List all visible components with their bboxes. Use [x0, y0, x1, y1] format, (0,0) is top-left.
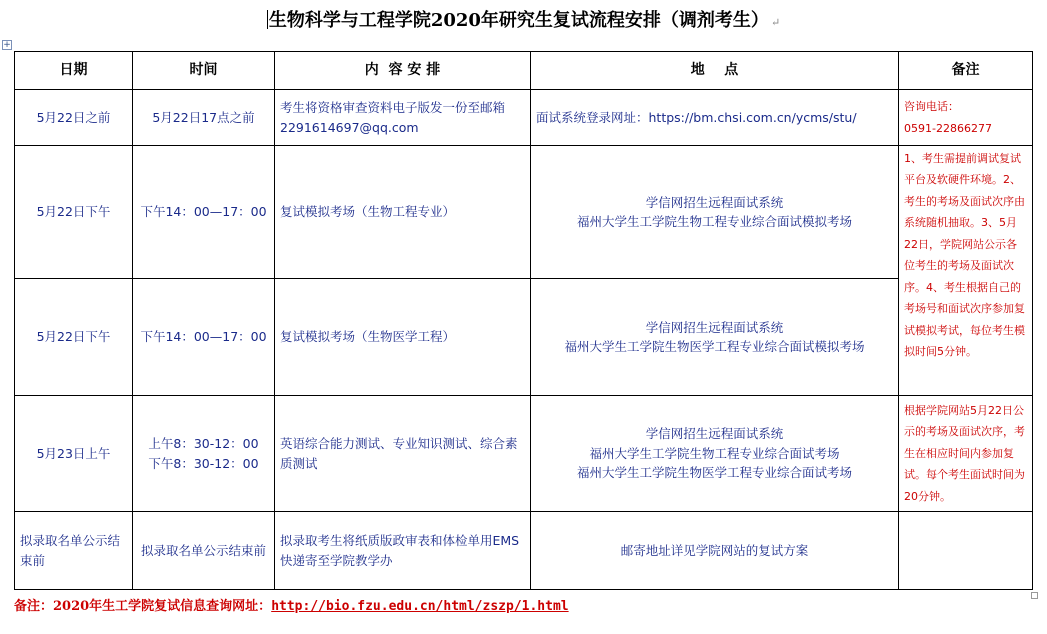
row-4-notes: 根据学院网站5月22日公示的考场及面试次序，考生在相应时间内参加复试。每个考生面试时间为20分钟。 — [899, 396, 1033, 512]
location-line: 福州大学生工学院生物工程专业综合面试模拟考场 — [576, 214, 852, 229]
table-resize-handle-icon[interactable] — [1031, 592, 1038, 599]
row-5-content: 拟录取考生将纸质版政审表和体检单用EMS快递寄至学院教学办 — [275, 512, 531, 590]
row-4-content: 英语综合能力测试、专业知识测试、综合素质测试 — [275, 396, 531, 512]
merged-notes: 1、考生需提前调试复试平台及软硬件环境。2、考生的考场及面试次序由系统随机抽取。3、5月22日，学院网站公示各位考生的考场及面试次序。4、考生根据自己的考场号和面试次序参加复试模拟考试，每位考生模拟时间5分钟。 — [899, 146, 1033, 396]
row-5-notes — [899, 512, 1033, 590]
footnote-label: 备注：2020年生工学院复试信息查询网址： — [14, 599, 272, 614]
row-2-date: 5月22日下午 — [15, 146, 133, 279]
row-1-time: 5月22日17点之前 — [133, 90, 275, 146]
text-cursor — [267, 10, 268, 29]
row-1-notes — [899, 90, 1033, 146]
table-move-handle-icon[interactable]: + — [3, 40, 11, 50]
row-3-time: 下午14：00—17：00 — [133, 279, 275, 396]
row-4-location — [531, 396, 899, 512]
footnote — [14, 595, 569, 614]
row-3-date: 5月22日下午 — [15, 279, 133, 396]
location-line: 学信网招生远程面试系统 — [645, 194, 784, 210]
row-5-date: 拟录取名单公示结束前 — [15, 512, 133, 590]
row-1-content: 考生将资格审查资料电子版发一份至邮箱 2291614697@qq.com — [275, 90, 531, 146]
consult-phone-number: 0591-22866277 — [904, 121, 992, 135]
location-line: 福州大学生工学院生物医学工程专业综合面试模拟考场 — [564, 339, 865, 354]
row-1-date: 5月22日之前 — [15, 90, 133, 146]
row-3-content: 复试模拟考场（生物医学工程） — [275, 279, 531, 396]
location-line: 福州大学生工学院生物医学工程专业综合面试考场 — [576, 465, 852, 481]
table-row — [15, 396, 1033, 512]
table-row — [15, 90, 1033, 146]
table-row — [15, 146, 1033, 279]
header-notes: 备注 — [899, 52, 1033, 90]
location-line: 福州大学生工学院生物工程专业综合面试考场 — [589, 445, 840, 461]
row-4-time — [133, 396, 275, 512]
row-5-location: 邮寄地址详见学院网站的复试方案 — [531, 512, 899, 590]
row-2-location — [531, 146, 899, 279]
time-line: 下午8：30-12：00 — [148, 455, 259, 471]
header-location: 地 点 — [531, 52, 899, 90]
title-text: 生物科学与工程学院2020年研究生复试流程安排（调剂考生） — [268, 10, 769, 31]
table-row — [15, 512, 1033, 590]
time-line: 上午8：30-12：00 — [148, 436, 259, 452]
row-2-content: 复试模拟考场（生物工程专业） — [275, 146, 531, 279]
table-row — [15, 279, 1033, 396]
location-line: 学信网招生远程面试系统 — [645, 426, 784, 442]
row-1-location: 面试系统登录网址：https://bm.chsi.com.cn/ycms/stu/ — [531, 90, 899, 146]
location-line: 学信网招生远程面试系统 — [645, 319, 784, 335]
query-url-link[interactable]: http://bio.fzu.edu.cn/html/zszp/1.html — [271, 599, 569, 614]
header-time: 时间 — [133, 52, 275, 90]
consult-phone-label: 咨询电话： — [904, 100, 959, 114]
header-row — [15, 52, 1033, 90]
document-title: 生物科学与工程学院2020年研究生复试流程安排（调剂考生） ↵ — [268, 10, 781, 31]
schedule-table — [14, 51, 1033, 590]
header-date: 日期 — [15, 52, 133, 90]
row-2-time: 下午14：00—17：00 — [133, 146, 275, 279]
row-3-location — [531, 279, 899, 396]
row-5-time: 拟录取名单公示结束前 — [133, 512, 275, 590]
row-4-date: 5月23日上午 — [15, 396, 133, 512]
header-content: 内 容 安 排 — [275, 52, 531, 90]
